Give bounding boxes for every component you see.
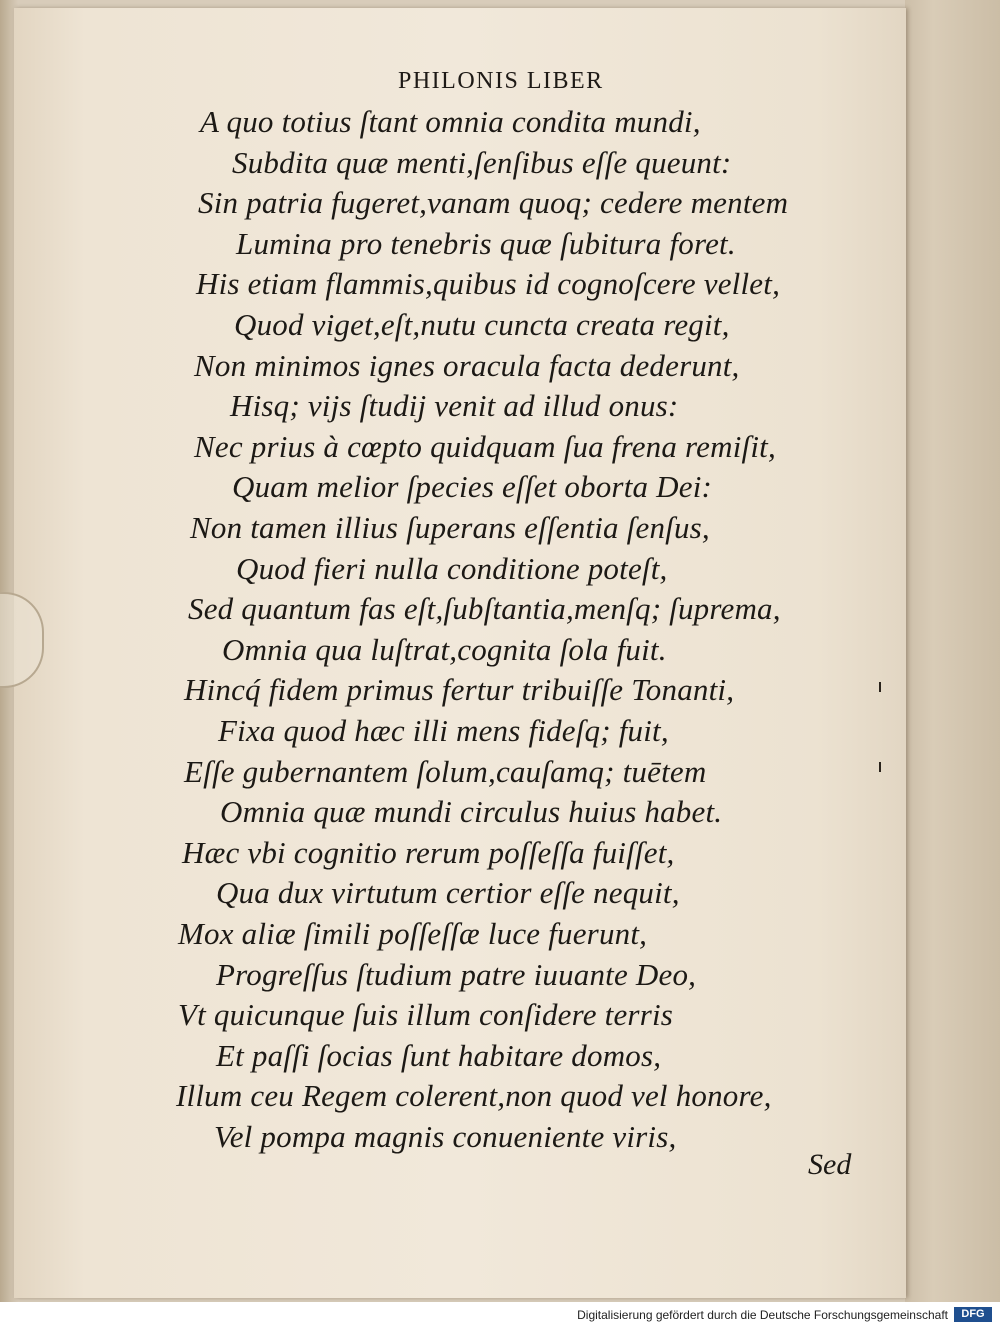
verse-line: Quod viget,eſt,nutu cuncta creata regit, [234, 307, 730, 342]
verse-line: Eſſe gubernantem ſolum,cauſamq; tuētem [184, 754, 707, 789]
verse-line: Non tamen illius ſuperans eſſentia ſenſus, [190, 510, 710, 545]
facing-page-edge [905, 0, 1000, 1302]
verse-line: Quam melior ſpecies eſſet oborta Dei: [232, 469, 713, 504]
verse-line: Sed quantum fas eſt,ſubſtantia,menſq; ſuprema, [188, 591, 781, 626]
verse-line: Fixa quod hæc illi mens fideſq; fuit, [218, 713, 669, 748]
running-head: PHILONIS LIBER [398, 68, 604, 94]
verse-line: Vel pompa magnis conueniente viris, [214, 1119, 677, 1154]
verse-line: Qua dux virtutum certior eſſe nequit, [216, 875, 680, 910]
verse-line: A quo totius ſtant omnia condita mundi, [200, 104, 701, 139]
verse-line: Omnia quæ mundi circulus huius habet. [220, 794, 723, 829]
verse-line: Hisq; vijs ſtudij venit ad illud onus: [230, 388, 679, 423]
margin-mark [879, 682, 881, 692]
dfg-logo-icon: DFG [954, 1307, 992, 1322]
verse-line: Illum ceu Regem colerent,non quod vel honore, [176, 1078, 772, 1113]
verse-line: Sin patria fugeret,vanam quoq; cedere mentem [198, 185, 789, 220]
verse-line: Mox aliæ ſimili poſſeſſæ luce fuerunt, [178, 916, 648, 951]
verse-line: Non minimos ignes oracula facta dederunt, [194, 348, 740, 383]
verse-line: His etiam flammis,quibus id cognoſcere vellet, [196, 266, 781, 301]
verse-line: Omnia qua luſtrat,cognita ſola fuit. [222, 632, 667, 667]
verse-line: Nec prius à cœpto quidquam ſua frena remiſit, [194, 429, 776, 464]
verse-line: Hæc vbi cognitio rerum poſſeſſa fuiſſet, [182, 835, 675, 870]
catchword: Sed [808, 1148, 852, 1181]
verse-line: Hincq́ fidem primus fertur tribuiſſe Tonanti, [184, 672, 735, 707]
footer-bar [0, 1302, 1000, 1328]
verse-line: Lumina pro tenebris quæ ſubitura foret. [236, 226, 736, 261]
verse-line: Et paſſi ſocias ſunt habitare domos, [216, 1038, 662, 1073]
verse-line: Vt quicunque ſuis illum conſidere terris [178, 997, 674, 1032]
funding-credit: Digitalisierung gefördert durch die Deutsche Forschungsgemeinschaft [577, 1308, 948, 1322]
verse-line: Subdita quæ menti,ſenſibus eſſe queunt: [232, 145, 732, 180]
verse-line: Progreſſus ſtudium patre iuuante Deo, [216, 957, 697, 992]
margin-mark [879, 762, 881, 772]
verse-line: Quod fieri nulla conditione poteſt, [236, 551, 668, 586]
